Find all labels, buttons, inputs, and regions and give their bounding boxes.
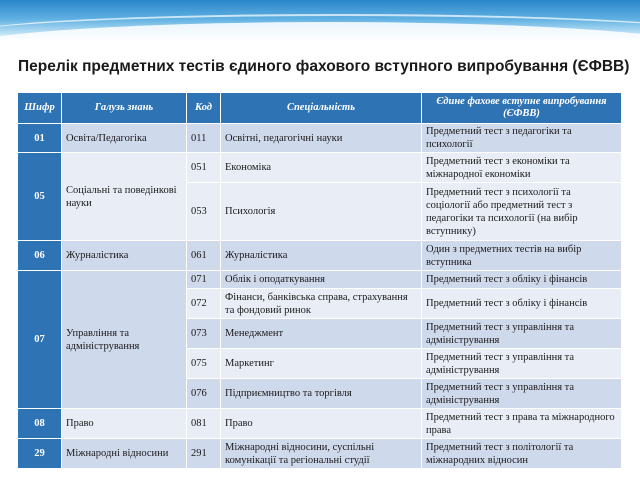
field-cell: Журналістика: [62, 241, 187, 271]
specialty-cell: Менеджмент: [221, 319, 422, 349]
cipher-cell: 06: [18, 241, 62, 271]
field-cell: Соціальні та поведінкові науки: [62, 153, 187, 241]
header-specialty: Спеціальність: [221, 93, 422, 124]
header-code: Код: [187, 93, 221, 124]
exam-cell: Предметний тест з політології та міжнародних відносин: [422, 439, 622, 469]
exam-table: [17, 92, 622, 469]
table-row: [18, 124, 622, 153]
exam-cell: Предметний тест з економіки та міжнародної економіки: [422, 153, 622, 183]
field-cell: Управління та адміністрування: [62, 271, 187, 409]
exam-cell: Предметний тест з управління та адміністрування: [422, 379, 622, 409]
table-row: [18, 439, 622, 469]
code-cell: 051: [187, 153, 221, 183]
exam-cell: Предметний тест з педагогіки та психології: [422, 124, 622, 153]
code-cell: 075: [187, 349, 221, 379]
header-field: Галузь знань: [62, 93, 187, 124]
exam-cell: Предметний тест з управління та адміністрування: [422, 349, 622, 379]
cipher-cell: 05: [18, 153, 62, 241]
specialty-cell: Маркетинг: [221, 349, 422, 379]
table-header-row: [18, 93, 622, 124]
cipher-cell: 01: [18, 124, 62, 153]
field-cell: Міжнародні відносини: [62, 439, 187, 469]
header-decoration: [0, 0, 640, 42]
table-row: [18, 241, 622, 271]
table-row: [18, 409, 622, 439]
code-cell: 061: [187, 241, 221, 271]
header-cipher: Шифр: [18, 93, 62, 124]
code-cell: 072: [187, 289, 221, 319]
specialty-cell: Міжнародні відносини, суспільні комунікації та регіональні студії: [221, 439, 422, 469]
code-cell: 073: [187, 319, 221, 349]
exam-cell: Предметний тест з обліку і фінансів: [422, 289, 622, 319]
cipher-cell: 29: [18, 439, 62, 469]
specialty-cell: Підприємництво та торгівля: [221, 379, 422, 409]
field-cell: Освіта/Педагогіка: [62, 124, 187, 153]
specialty-cell: Економіка: [221, 153, 422, 183]
exam-cell: Предметний тест з обліку і фінансів: [422, 271, 622, 289]
field-cell: Право: [62, 409, 187, 439]
specialty-cell: Психологія: [221, 183, 422, 241]
code-cell: 011: [187, 124, 221, 153]
specialty-cell: Право: [221, 409, 422, 439]
specialty-cell: Облік і оподаткування: [221, 271, 422, 289]
exam-cell: Один з предметних тестів на вибір вступника: [422, 241, 622, 271]
code-cell: 291: [187, 439, 221, 469]
cipher-cell: 07: [18, 271, 62, 409]
exam-cell: Предметний тест з психології та соціології або предметний тест з педагогіки та психології (на вибір вступнику): [422, 183, 622, 241]
code-cell: 071: [187, 271, 221, 289]
specialty-cell: Фінанси, банківська справа, страхування та фондовий ринок: [221, 289, 422, 319]
code-cell: 081: [187, 409, 221, 439]
specialty-cell: Освітні, педагогічні науки: [221, 124, 422, 153]
code-cell: 053: [187, 183, 221, 241]
code-cell: 076: [187, 379, 221, 409]
cipher-cell: 08: [18, 409, 62, 439]
table-row: [18, 271, 622, 289]
exam-cell: Предметний тест з управління та адміністрування: [422, 319, 622, 349]
exam-cell: Предметний тест з права та міжнародного права: [422, 409, 622, 439]
table-row: [18, 153, 622, 183]
page-title: Перелік предметних тестів єдиного фахового вступного випробування (ЄФВВ): [18, 58, 630, 75]
specialty-cell: Журналістика: [221, 241, 422, 271]
header-exam: Єдине фахове вступне випробування (ЄФВВ): [422, 93, 622, 124]
